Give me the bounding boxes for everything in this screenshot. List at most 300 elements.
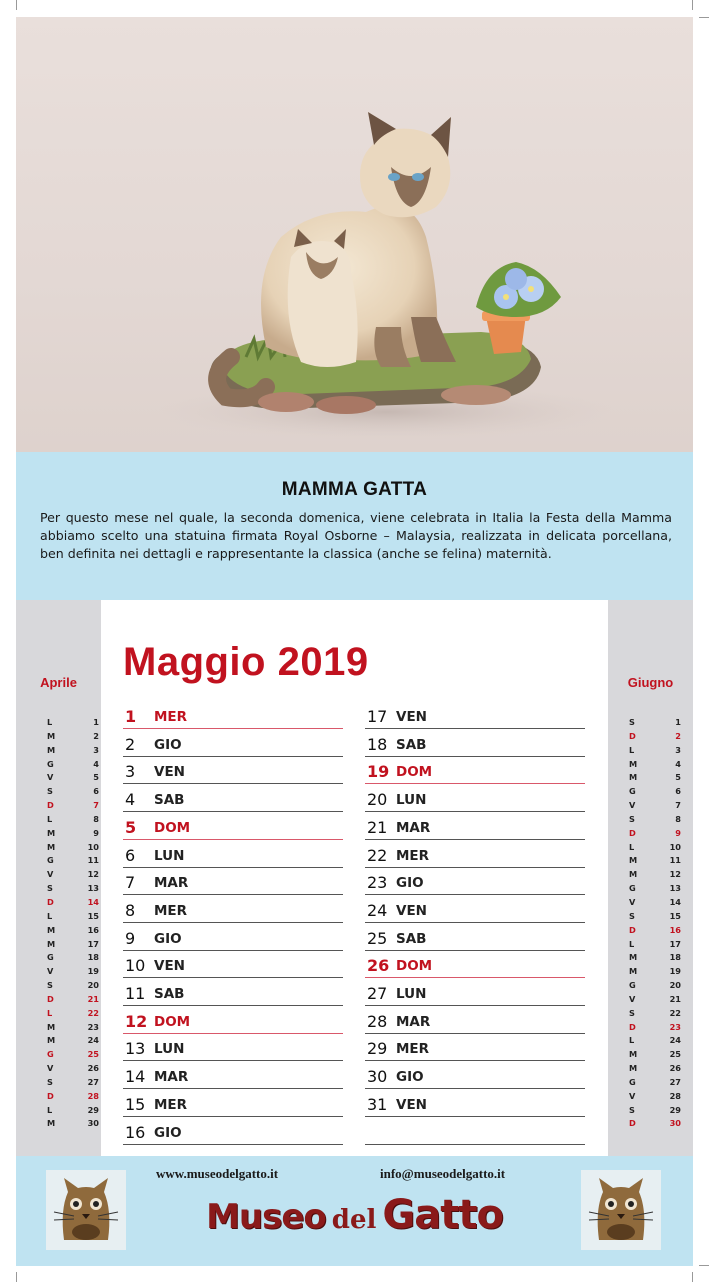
mini-day-row [629, 882, 681, 896]
mini-day-number: 2 [93, 730, 99, 741]
mini-day-number: 17 [669, 938, 681, 949]
day-row [123, 927, 343, 951]
mini-day-row [629, 868, 681, 882]
mini-day-row [47, 938, 99, 952]
mini-day-row [47, 1007, 99, 1021]
weekday-label: VEN [154, 764, 185, 781]
crop-mark [699, 17, 709, 18]
day-row [123, 816, 343, 840]
mini-day-row [629, 1090, 681, 1104]
mini-day-row [47, 979, 99, 993]
mini-day-number: 28 [669, 1090, 681, 1101]
day-number: 4 [125, 790, 136, 810]
day-row [365, 1010, 585, 1034]
mini-day-row [629, 951, 681, 965]
mini-day-number: 10 [87, 841, 99, 852]
mini-day-row [629, 1048, 681, 1062]
day-row [365, 927, 585, 951]
mini-day-number: 15 [87, 910, 99, 921]
mini-day-number: 4 [675, 758, 681, 769]
mini-day-row [47, 716, 99, 730]
mini-day-row [629, 896, 681, 910]
day-row [365, 899, 585, 923]
day-row [123, 1121, 343, 1145]
crop-mark [692, 1272, 693, 1282]
mini-day-row [47, 1048, 99, 1062]
mini-day-number: 5 [93, 772, 99, 783]
day-row [123, 760, 343, 784]
mini-day-row [629, 979, 681, 993]
mini-day-number: 21 [87, 993, 99, 1004]
mini-day-row [47, 730, 99, 744]
mini-day-row [47, 951, 99, 965]
mini-day-row [47, 924, 99, 938]
mini-weekday-letter: D [47, 896, 54, 907]
day-row [123, 733, 343, 757]
weekday-label: VEN [396, 902, 427, 919]
weekday-label: GIO [396, 1069, 424, 1086]
mini-weekday-letter: V [47, 1063, 54, 1074]
previous-month-column [16, 600, 101, 1156]
mini-day-number: 16 [669, 924, 681, 935]
weekday-label: MER [154, 1096, 188, 1113]
mini-day-number: 29 [87, 1104, 99, 1115]
day-number: 24 [367, 900, 388, 920]
mini-weekday-letter: M [47, 1021, 56, 1032]
mini-day-number: 12 [669, 869, 681, 880]
mini-day-number: 14 [87, 896, 99, 907]
day-number: 29 [367, 1039, 388, 1059]
weekday-label: GIO [154, 1124, 182, 1141]
mini-day-row [47, 785, 99, 799]
mini-day-row [47, 758, 99, 772]
mini-weekday-letter: S [47, 883, 53, 894]
mini-day-number: 19 [669, 966, 681, 977]
mini-day-number: 23 [87, 1021, 99, 1032]
day-row [123, 899, 343, 923]
mini-weekday-letter: G [629, 786, 636, 797]
mini-weekday-letter: S [47, 980, 53, 991]
mini-weekday-letter: V [629, 993, 636, 1004]
brand-word-del: del [331, 1205, 377, 1235]
weekday-label: MER [396, 847, 430, 864]
mini-day-row [47, 993, 99, 1007]
mini-day-row [629, 910, 681, 924]
day-number: 9 [125, 928, 136, 948]
mini-day-row [629, 730, 681, 744]
mini-day-number: 25 [669, 1049, 681, 1060]
mini-weekday-letter: S [47, 786, 53, 797]
mini-day-number: 28 [87, 1090, 99, 1101]
weekday-label: MAR [396, 1013, 431, 1030]
mini-weekday-letter: M [47, 924, 56, 935]
footer-banner [16, 1156, 693, 1266]
previous-month-list [47, 716, 99, 1131]
month-calendar [101, 600, 608, 1156]
mini-weekday-letter: M [47, 1035, 56, 1046]
mini-day-number: 12 [87, 869, 99, 880]
day-number: 14 [125, 1067, 146, 1087]
day-row [365, 844, 585, 868]
mini-day-row [47, 841, 99, 855]
mini-weekday-letter: D [47, 800, 54, 811]
mini-day-number: 10 [669, 841, 681, 852]
mini-day-row [47, 882, 99, 896]
mini-day-number: 9 [93, 827, 99, 838]
day-row [365, 705, 585, 729]
mini-day-row [47, 854, 99, 868]
day-number: 16 [125, 1122, 146, 1142]
day-row [365, 816, 585, 840]
brand-logo [16, 1192, 693, 1238]
day-row [365, 733, 585, 757]
mini-weekday-letter: G [47, 758, 54, 769]
weekday-label: VEN [396, 709, 427, 725]
day-number: 19 [367, 762, 390, 782]
mini-day-number: 8 [675, 813, 681, 824]
mini-weekday-letter: L [629, 841, 635, 852]
mini-day-row [47, 1021, 99, 1035]
mini-day-row [629, 758, 681, 772]
mini-day-row [629, 1076, 681, 1090]
mini-day-number: 18 [87, 952, 99, 963]
mini-day-number: 4 [93, 758, 99, 769]
day-row [365, 871, 585, 895]
mini-day-number: 11 [87, 855, 99, 866]
day-number: 13 [125, 1039, 146, 1059]
mini-weekday-letter: M [629, 758, 638, 769]
day-number: 31 [367, 1094, 388, 1114]
mini-day-number: 7 [93, 800, 99, 811]
mini-weekday-letter: V [47, 772, 54, 783]
mini-day-row [629, 1034, 681, 1048]
mini-day-number: 8 [93, 813, 99, 824]
mini-day-number: 1 [675, 717, 681, 727]
mini-day-row [629, 785, 681, 799]
day-number: 1 [125, 707, 137, 726]
weekday-label: DOM [154, 819, 191, 836]
mini-weekday-letter: G [47, 952, 54, 963]
day-number: 2 [125, 734, 136, 754]
mini-weekday-letter: M [47, 1118, 56, 1129]
mini-weekday-letter: D [47, 993, 54, 1004]
day-row [365, 982, 585, 1006]
weekday-label: DOM [396, 764, 433, 781]
day-row [123, 954, 343, 978]
day-number: 18 [367, 734, 388, 754]
mini-weekday-letter: D [629, 924, 636, 935]
day-row [365, 760, 585, 784]
mini-weekday-letter: L [629, 1035, 635, 1046]
mini-day-number: 30 [669, 1118, 681, 1129]
email-link[interactable]: info@museodelgatto.it [380, 1166, 506, 1181]
day-row [365, 1093, 585, 1117]
weekday-label: LUN [396, 986, 427, 1002]
mini-day-number: 26 [87, 1063, 99, 1074]
weekday-label: DOM [396, 958, 433, 975]
mini-day-row [629, 744, 681, 758]
mini-weekday-letter: M [629, 952, 638, 963]
mini-weekday-letter: D [629, 1021, 636, 1032]
crop-mark [692, 0, 693, 10]
mini-day-row [629, 1021, 681, 1035]
day-row-empty [365, 1121, 585, 1145]
mini-weekday-letter: M [47, 938, 56, 949]
next-month-list [629, 716, 681, 1131]
mini-day-number: 14 [669, 896, 681, 907]
mini-day-row [47, 827, 99, 841]
day-number: 12 [125, 1011, 148, 1031]
month-title: Maggio 2019 [123, 640, 369, 684]
mini-weekday-letter: L [47, 813, 53, 824]
mini-day-number: 3 [675, 744, 681, 755]
description-title: MAMMA GATTA [281, 479, 428, 500]
mini-day-row [629, 854, 681, 868]
day-row [365, 954, 585, 978]
mini-day-row [629, 813, 681, 827]
mini-weekday-letter: M [629, 772, 638, 783]
mini-day-number: 24 [87, 1035, 99, 1046]
mini-day-number: 20 [87, 980, 99, 991]
mini-day-row [47, 910, 99, 924]
mini-day-number: 18 [669, 952, 681, 963]
day-number: 25 [367, 928, 388, 948]
mini-day-number: 26 [669, 1063, 681, 1074]
mini-day-row [629, 771, 681, 785]
weekday-label: VEN [154, 958, 185, 975]
day-number: 23 [367, 873, 388, 893]
mini-day-number: 20 [669, 980, 681, 991]
day-row [123, 1065, 343, 1089]
day-number: 3 [125, 762, 136, 782]
day-row [123, 1010, 343, 1034]
next-month-title: Giugno [627, 675, 674, 690]
day-number: 30 [367, 1067, 388, 1087]
day-number: 21 [367, 817, 388, 837]
weekday-label: MER [396, 1041, 430, 1058]
mini-day-row [629, 716, 681, 730]
mini-day-row [47, 1117, 99, 1131]
mini-weekday-letter: G [47, 855, 54, 866]
mini-weekday-letter: G [629, 980, 636, 991]
day-row [123, 1093, 343, 1117]
day-number: 6 [125, 845, 136, 865]
mini-day-number: 7 [675, 800, 681, 811]
weekday-label: LUN [154, 847, 185, 864]
mini-weekday-letter: G [47, 1049, 54, 1060]
mini-weekday-letter: D [629, 827, 636, 838]
weekday-label: MAR [154, 1069, 189, 1086]
day-number: 17 [367, 707, 388, 726]
mini-day-row [47, 744, 99, 758]
mini-day-row [629, 924, 681, 938]
mini-day-number: 9 [675, 827, 681, 838]
day-row [365, 1065, 585, 1089]
mini-day-row [47, 813, 99, 827]
day-row [123, 982, 343, 1006]
mini-day-row [47, 1034, 99, 1048]
mini-day-row [47, 1062, 99, 1076]
mini-day-row [629, 1104, 681, 1118]
mini-day-row [629, 841, 681, 855]
crop-mark [16, 1272, 17, 1282]
mini-day-number: 29 [669, 1104, 681, 1115]
crop-mark [699, 1265, 709, 1266]
weekday-label: GIO [154, 736, 182, 753]
mini-day-row [629, 1062, 681, 1076]
mini-day-number: 11 [669, 855, 681, 866]
mini-day-row [629, 993, 681, 1007]
day-row [365, 1037, 585, 1061]
crop-mark [16, 0, 17, 10]
mini-day-number: 2 [675, 730, 681, 741]
mini-weekday-letter: L [629, 744, 635, 755]
day-number: 15 [125, 1094, 146, 1114]
mini-weekday-letter: S [629, 717, 635, 727]
day-row [123, 844, 343, 868]
mini-weekday-letter: M [47, 744, 56, 755]
weekday-label: SAB [154, 986, 185, 1002]
mini-weekday-letter: L [47, 717, 53, 727]
mini-weekday-letter: M [629, 1063, 638, 1074]
mini-weekday-letter: L [47, 1007, 53, 1018]
mini-weekday-letter: V [629, 1090, 636, 1101]
description-text: Per questo mese nel quale, la seconda domenica, viene celebrata in Italia la Festa della Mamma abbiamo scelto una statuina firmata Royal Osborne – Malaysia, realizzata in delicata porcellana, ben definita nei dettagli e rappresentante la classica (anche se felina) maternità. [40, 510, 672, 561]
day-number: 7 [125, 873, 136, 893]
mini-day-row [47, 896, 99, 910]
mini-day-number: 24 [669, 1035, 681, 1046]
mini-weekday-letter: L [629, 938, 635, 949]
day-row [123, 788, 343, 812]
mini-day-row [629, 1117, 681, 1131]
day-row [123, 1037, 343, 1061]
website-link[interactable]: www.museodelgatto.it [156, 1166, 279, 1181]
weekday-label: LUN [154, 1041, 185, 1058]
day-number: 8 [125, 900, 136, 920]
mini-weekday-letter: M [47, 827, 56, 838]
mini-day-row [629, 1007, 681, 1021]
mini-day-number: 16 [87, 924, 99, 935]
day-row [365, 788, 585, 812]
mini-weekday-letter: D [47, 1090, 54, 1101]
mini-day-row [629, 938, 681, 952]
mini-day-number: 6 [675, 786, 681, 797]
mini-weekday-letter: S [47, 1076, 53, 1087]
weekday-label: SAB [396, 736, 427, 753]
day-number: 5 [125, 817, 137, 837]
mini-day-number: 21 [669, 993, 681, 1004]
weekday-label: MER [154, 902, 188, 919]
mini-weekday-letter: M [629, 869, 638, 880]
mini-day-number: 1 [93, 717, 99, 727]
mini-day-number: 27 [87, 1076, 99, 1087]
mini-day-row [47, 1090, 99, 1104]
mini-weekday-letter: S [629, 910, 635, 921]
weekday-label: MER [154, 709, 188, 725]
mini-day-row [629, 827, 681, 841]
day-number: 10 [125, 956, 146, 976]
weekday-label: LUN [396, 792, 427, 809]
mini-weekday-letter: V [629, 800, 636, 811]
mini-day-number: 27 [669, 1076, 681, 1087]
day-number: 26 [367, 956, 390, 976]
mini-weekday-letter: M [629, 966, 638, 977]
mini-day-row [629, 799, 681, 813]
mini-weekday-letter: M [47, 730, 56, 741]
day-number: 22 [367, 845, 388, 865]
mini-weekday-letter: D [629, 1118, 636, 1129]
weekday-label: GIO [154, 930, 182, 947]
mini-day-row [47, 868, 99, 882]
weekday-label: SAB [396, 930, 427, 947]
mini-weekday-letter: V [47, 869, 54, 880]
mini-day-number: 19 [87, 966, 99, 977]
mini-day-row [47, 965, 99, 979]
mini-weekday-letter: L [47, 910, 53, 921]
mini-weekday-letter: L [47, 1104, 53, 1115]
mini-day-number: 22 [87, 1007, 99, 1018]
day-number: 28 [367, 1011, 388, 1031]
day-row [123, 705, 343, 729]
mini-day-number: 25 [87, 1049, 99, 1060]
mini-day-row [629, 965, 681, 979]
mini-weekday-letter: V [629, 896, 636, 907]
weekday-label: MAR [154, 875, 189, 892]
brand-word-gatto: Gatto [382, 1192, 503, 1238]
mini-day-row [47, 799, 99, 813]
mini-day-number: 5 [675, 772, 681, 783]
brand-word-museo: Museo [206, 1197, 326, 1237]
mini-weekday-letter: V [47, 966, 54, 977]
weekday-label: MAR [396, 819, 431, 836]
mini-weekday-letter: D [629, 730, 636, 741]
cat-figurine-illustration [16, 17, 693, 452]
mini-day-number: 17 [87, 938, 99, 949]
mini-weekday-letter: S [629, 1007, 635, 1018]
weekday-label: SAB [154, 792, 185, 809]
mini-weekday-letter: M [47, 841, 56, 852]
mini-weekday-letter: M [629, 1049, 638, 1060]
cat-figurine-photo [16, 17, 693, 452]
mini-day-number: 15 [669, 910, 681, 921]
mini-day-row [47, 771, 99, 785]
mini-day-number: 6 [93, 786, 99, 797]
previous-month-title: Aprile [40, 675, 77, 690]
day-row [123, 871, 343, 895]
mini-day-row [47, 1104, 99, 1118]
mini-day-number: 13 [87, 883, 99, 894]
mini-day-number: 22 [669, 1007, 681, 1018]
day-number: 11 [125, 984, 146, 1003]
weekday-label: VEN [396, 1096, 427, 1113]
day-number: 27 [367, 984, 388, 1003]
mini-day-row [47, 1076, 99, 1090]
mini-day-number: 13 [669, 883, 681, 894]
mini-weekday-letter: M [629, 855, 638, 866]
mini-day-number: 3 [93, 744, 99, 755]
mini-weekday-letter: G [629, 883, 636, 894]
day-number: 20 [367, 790, 388, 810]
mini-weekday-letter: S [629, 1104, 635, 1115]
next-month-column [608, 600, 693, 1156]
weekday-label: GIO [396, 875, 424, 892]
mini-weekday-letter: S [629, 813, 635, 824]
mini-day-number: 23 [669, 1021, 681, 1032]
mini-weekday-letter: G [629, 1076, 636, 1087]
description-panel [16, 452, 693, 600]
weekday-label: DOM [154, 1013, 191, 1030]
mini-day-number: 30 [87, 1118, 99, 1129]
